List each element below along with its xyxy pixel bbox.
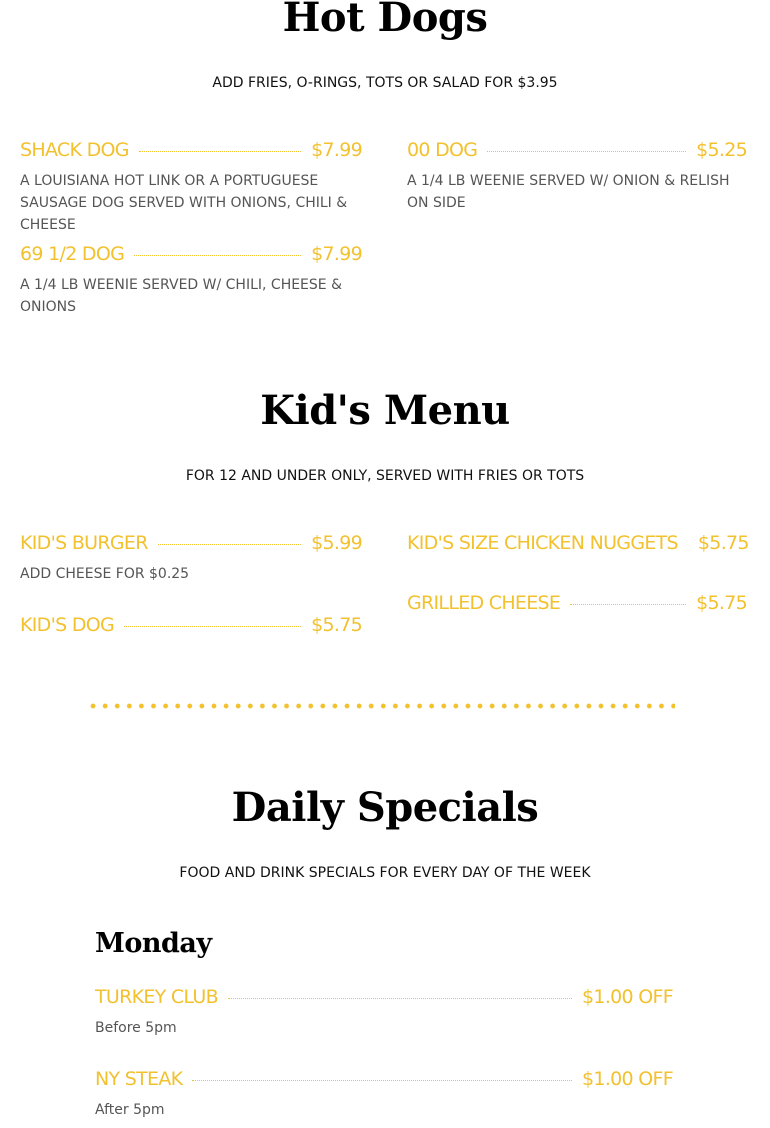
item-price: $1.00 OFF — [582, 1068, 673, 1090]
item-price: $5.99 — [311, 532, 362, 554]
item-price: $5.75 — [697, 532, 749, 554]
menu-item-shack-dog — [20, 137, 362, 236]
item-name: NY STEAK — [95, 1068, 183, 1090]
item-description: ADD CHEESE FOR $0.25 — [20, 566, 190, 582]
hot-dogs-title: Hot Dogs — [282, 0, 488, 41]
item-name: KID'S DOG — [20, 614, 115, 636]
item-price: $5.75 — [696, 592, 747, 614]
dot-leader — [570, 604, 686, 605]
item-description: A 1/4 LB WEENIE SERVED W/ ONION & RELISH ON SIDE — [407, 173, 730, 211]
dot-leader — [192, 1080, 572, 1081]
kids-menu-subtitle: FOR 12 AND UNDER ONLY, SERVED WITH FRIES OR TOTS — [185, 468, 585, 484]
menu-item-00-dog — [407, 137, 747, 214]
menu-item-kids-dog — [20, 612, 362, 638]
dotted-divider — [87, 701, 675, 711]
item-price: $1.00 OFF — [582, 986, 673, 1008]
menu-item-69-half-dog — [20, 241, 362, 318]
menu-item-ny-steak — [95, 1066, 673, 1121]
dot-leader — [487, 151, 686, 152]
hot-dogs-subtitle: ADD FRIES, O-RINGS, TOTS OR SALAD FOR $3.95 — [212, 75, 558, 91]
dot-leader — [124, 626, 301, 627]
item-name: SHACK DOG — [20, 139, 129, 161]
item-name: 00 DOG — [407, 139, 478, 161]
item-price: $5.75 — [311, 614, 362, 636]
item-description: A 1/4 LB WEENIE SERVED W/ CHILI, CHEESE & ONIONS — [20, 277, 343, 315]
dot-leader — [158, 544, 301, 545]
item-name: KID'S BURGER — [20, 532, 148, 554]
menu-item-kids-chicken-nuggets — [407, 530, 747, 556]
item-description: After 5pm — [95, 1102, 165, 1118]
item-price: $7.99 — [311, 243, 362, 265]
daily-specials-subtitle: FOOD AND DRINK SPECIALS FOR EVERY DAY OF THE WEEK — [179, 865, 591, 881]
menu-item-kids-burger — [20, 530, 362, 585]
item-name: KID'S SIZE CHICKEN NUGGETS — [407, 532, 678, 554]
item-name: 69 1/2 DOG — [20, 243, 125, 265]
day-title-monday: Monday — [95, 928, 212, 959]
daily-specials-title: Daily Specials — [231, 784, 539, 831]
menu-item-turkey-club — [95, 984, 673, 1039]
dot-leader — [228, 998, 572, 999]
kids-menu-title: Kid's Menu — [260, 387, 510, 434]
dot-leader — [139, 151, 301, 152]
item-name: GRILLED CHEESE — [407, 592, 561, 614]
item-description: Before 5pm — [95, 1020, 177, 1036]
dot-leader — [134, 255, 301, 256]
item-price: $5.25 — [696, 139, 747, 161]
menu-item-grilled-cheese — [407, 590, 747, 616]
item-name: TURKEY CLUB — [95, 986, 218, 1008]
item-price: $7.99 — [311, 139, 362, 161]
item-description: A LOUISIANA HOT LINK OR A PORTUGUESE SAUSAGE DOG SERVED WITH ONIONS, CHILI & CHEESE — [20, 173, 348, 233]
